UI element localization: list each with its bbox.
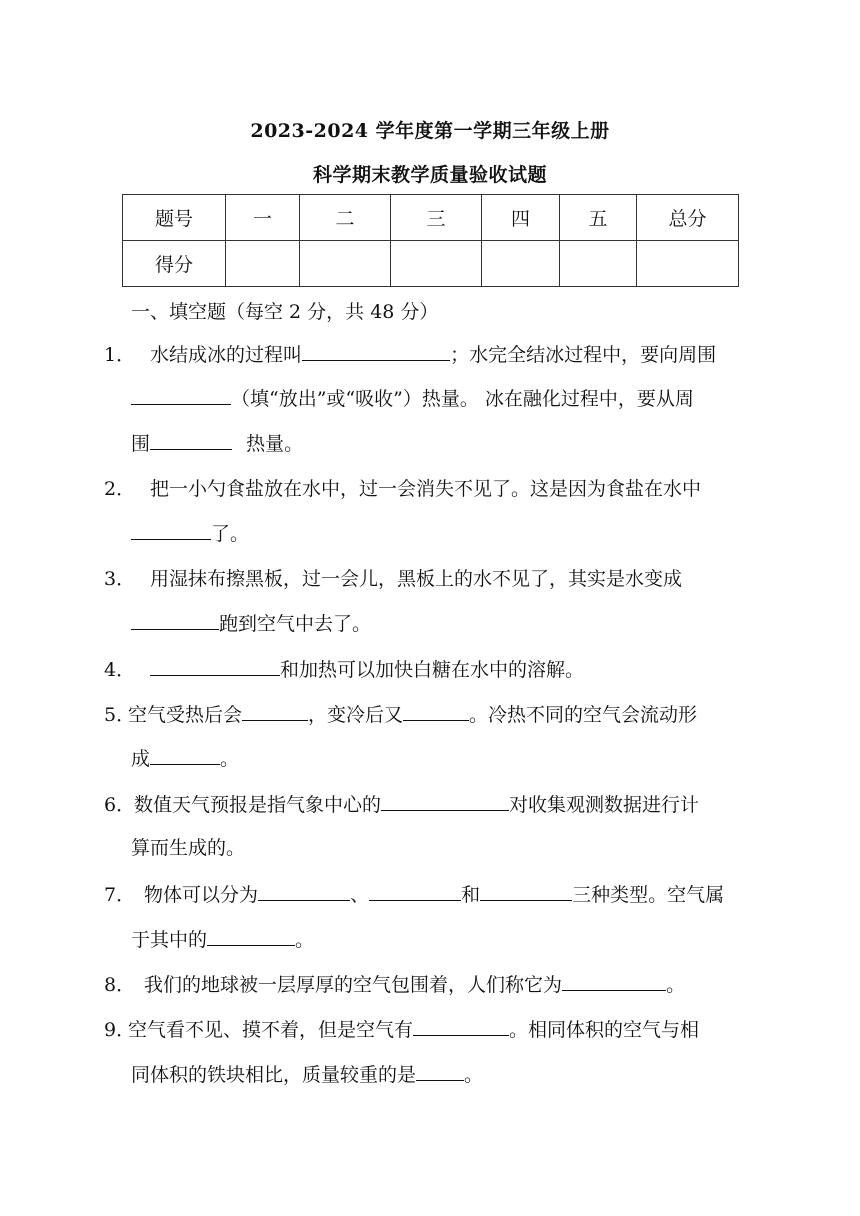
question-text: 。 <box>220 748 240 770</box>
answer-blank[interactable] <box>131 609 219 630</box>
answer-blank[interactable] <box>480 880 572 901</box>
score-table-header-cell: 总分 <box>637 195 739 241</box>
score-cell[interactable] <box>482 241 560 287</box>
question-4-line1 <box>104 655 584 684</box>
question-7-line2 <box>131 925 314 954</box>
answer-blank[interactable] <box>150 744 220 765</box>
question-text: ，变冷后又 <box>308 704 404 726</box>
question-text: 了。 <box>211 523 250 545</box>
score-row-label: 得分 <box>123 241 226 287</box>
answer-blank[interactable] <box>131 384 231 405</box>
question-number: 8． <box>104 974 136 996</box>
question-text: 空气看不见、摸不着，但是空气有 <box>128 1019 414 1041</box>
question-text: 算而生成的。 <box>131 837 246 859</box>
score-table-header-cell: 一 <box>226 195 300 241</box>
score-cell[interactable] <box>391 241 482 287</box>
question-text: 和加热可以加快白糖在水中的溶解。 <box>280 659 585 681</box>
score-cell[interactable] <box>300 241 391 287</box>
question-5-line2 <box>131 744 239 773</box>
question-text: （填“放出”或“吸收”）热量。 冰在融化过程中，要从周 <box>231 388 694 410</box>
question-3-line1 <box>104 565 682 593</box>
question-text: 围 <box>131 433 151 455</box>
score-table-header-row <box>123 195 739 241</box>
score-table-header-cell: 二 <box>300 195 391 241</box>
question-1-line2 <box>131 384 694 413</box>
question-text: 成 <box>131 748 151 770</box>
question-text: 用湿抹布擦黑板，过一会儿，黑板上的水不见了，其实是水变成 <box>150 568 683 590</box>
question-text: 数值天气预报是指气象中心的 <box>134 794 382 816</box>
answer-blank[interactable] <box>207 925 295 946</box>
question-number: 6． <box>104 794 136 816</box>
question-text: 、 <box>350 884 370 906</box>
question-text: 热量。 <box>246 433 304 455</box>
question-text: 。 <box>464 1064 484 1086</box>
question-text: 我们的地球被一层厚厚的空气包围着，人们称它为 <box>144 974 563 996</box>
score-cell[interactable] <box>226 241 300 287</box>
answer-blank[interactable] <box>416 1060 464 1081</box>
score-table <box>122 194 739 287</box>
question-text: 。 <box>295 929 315 951</box>
answer-blank[interactable] <box>369 880 461 901</box>
question-number: 7． <box>104 884 136 906</box>
answer-blank[interactable] <box>403 700 469 721</box>
score-table-header-cell: 五 <box>560 195 637 241</box>
question-2-line2 <box>131 519 249 548</box>
question-number: 9． <box>104 1019 136 1041</box>
answer-blank[interactable] <box>413 1015 509 1036</box>
answer-blank[interactable] <box>131 519 211 540</box>
answer-blank[interactable] <box>381 790 509 811</box>
question-number: 4． <box>104 659 136 681</box>
score-table-header-cell: 三 <box>391 195 482 241</box>
question-text: 物体可以分为 <box>144 884 259 906</box>
question-text: 空气受热后会 <box>128 704 243 726</box>
question-7-line1 <box>104 880 724 909</box>
score-table-header-cell: 题号 <box>123 195 226 241</box>
question-6-line2 <box>131 834 245 862</box>
question-text: 和 <box>461 884 481 906</box>
answer-blank[interactable] <box>242 700 308 721</box>
question-text: 对收集观测数据进行计 <box>509 794 700 816</box>
score-table-score-row <box>123 241 739 287</box>
answer-blank[interactable] <box>150 429 232 450</box>
question-2-line1 <box>104 475 701 503</box>
question-text: 。冷热不同的空气会流动形 <box>469 704 698 726</box>
question-number: 1． <box>104 344 136 366</box>
question-9-line2 <box>131 1060 483 1089</box>
question-1-line3 <box>131 429 303 458</box>
question-text: 。相同体积的空气与相 <box>509 1019 700 1041</box>
question-9-line1 <box>104 1015 699 1044</box>
question-text: 跑到空气中去了。 <box>219 613 372 635</box>
answer-blank[interactable] <box>562 970 666 991</box>
score-table-header-cell: 四 <box>482 195 560 241</box>
section-heading: 一、填空题（每空 2 分，共 48 分） <box>131 301 439 323</box>
score-cell[interactable] <box>637 241 739 287</box>
exam-title-line2: 科学期末教学质量验收试题 <box>312 164 547 186</box>
question-number: 2． <box>104 478 136 500</box>
question-text: 于其中的 <box>131 929 208 951</box>
question-8-line1 <box>104 970 685 999</box>
score-cell[interactable] <box>560 241 637 287</box>
question-1-line1 <box>104 340 716 369</box>
question-5-line1 <box>104 700 697 729</box>
question-text: 同体积的铁块相比，质量较重的是 <box>131 1064 417 1086</box>
exam-title-line1: 2023-2024 学年度第一学期三年级上册 <box>250 120 610 142</box>
question-text: 。 <box>666 974 686 996</box>
question-text: ；水完全结冰过程中，要向周围 <box>450 344 717 366</box>
answer-blank[interactable] <box>150 655 280 676</box>
answer-blank[interactable] <box>302 340 450 361</box>
question-text: 三种类型。空气属 <box>572 884 725 906</box>
question-number: 3． <box>104 568 136 590</box>
question-text: 水结成冰的过程叫 <box>150 344 303 366</box>
answer-blank[interactable] <box>258 880 350 901</box>
question-3-line2 <box>131 609 371 638</box>
question-text: 把一小勺食盐放在水中，过一会消失不见了。这是因为食盐在水中 <box>150 478 702 500</box>
question-6-line1 <box>104 790 699 819</box>
question-number: 5． <box>104 704 136 726</box>
